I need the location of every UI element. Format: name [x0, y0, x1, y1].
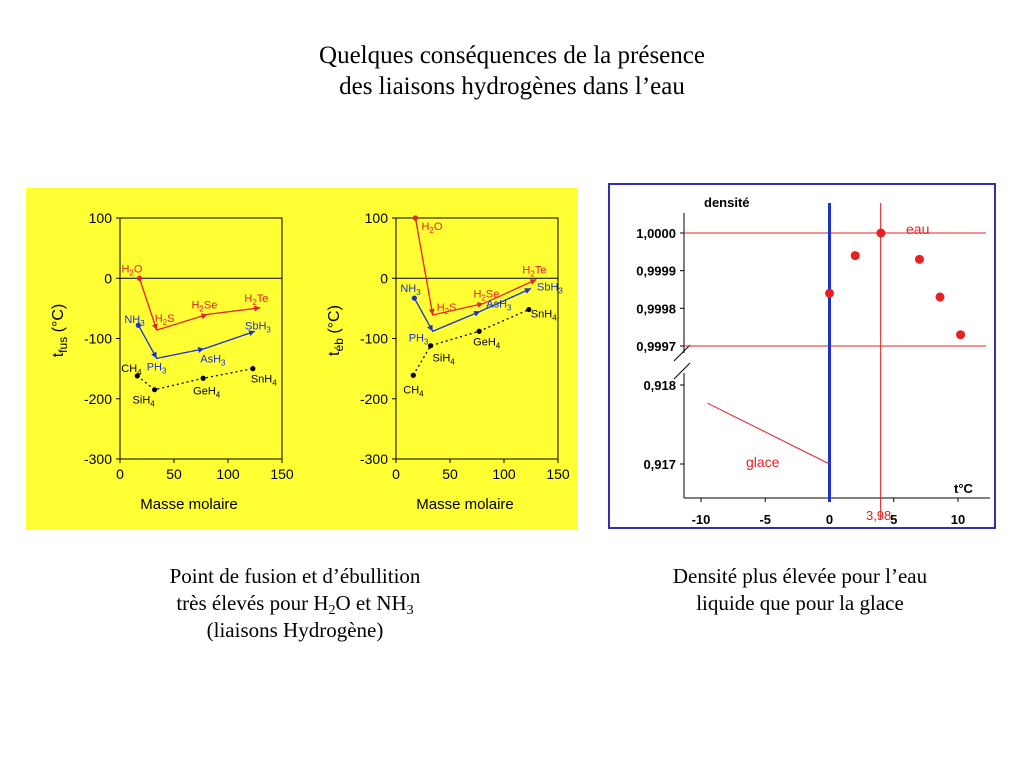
y-label-main: t — [326, 351, 343, 356]
x-tick-label: 100 — [492, 466, 516, 482]
y-tick-label: 0 — [104, 270, 112, 287]
formula-part: NH — [124, 314, 141, 327]
boiling-point-chart — [302, 188, 578, 530]
x-tick-label: 5 — [890, 512, 898, 527]
y-axis-label: densité — [704, 195, 750, 210]
point-label — [191, 299, 217, 313]
y-tick-label: -100 — [83, 330, 112, 347]
formula-part: H — [522, 264, 531, 277]
point-label — [124, 314, 145, 328]
page-title — [0, 40, 1024, 102]
point-label — [400, 283, 421, 297]
point-label — [437, 302, 457, 316]
point-label — [200, 354, 226, 368]
formula-part: Se — [485, 288, 500, 301]
plot-frame — [120, 218, 282, 459]
water-density-point — [851, 251, 860, 260]
formula-part: PH — [408, 332, 425, 345]
caption-left-line-3: (liaisons Hydrogène) — [206, 618, 384, 642]
caption-left-sub-a: 2 — [328, 603, 336, 618]
formula-part: 2 — [530, 269, 535, 279]
formula-part: 3 — [507, 303, 512, 313]
formula-part: SbH — [537, 281, 559, 294]
formula-part: PH — [146, 361, 163, 374]
formula-part: GeH — [473, 336, 496, 349]
y-tick-label: 0,9997 — [636, 339, 676, 354]
y-tick-label: -300 — [83, 451, 112, 467]
data-point — [198, 347, 204, 353]
x-tick-label: 50 — [442, 466, 458, 482]
y-tick-label: 0,917 — [643, 457, 676, 472]
caption-left-text-b: O et NH — [335, 591, 407, 615]
melting-boiling-panel — [26, 188, 578, 530]
formula-part: O — [133, 263, 143, 276]
formula-part: O — [433, 221, 443, 233]
formula-part: Te — [256, 292, 269, 305]
formula-part: GeH — [193, 385, 216, 398]
caption-left-line-1: Point de fusion et d’ébullition — [169, 564, 421, 588]
formula-part: 2 — [444, 307, 450, 317]
data-point — [152, 387, 157, 392]
formula-part: H — [473, 288, 482, 301]
data-point — [429, 309, 435, 315]
point-label — [244, 293, 268, 307]
point-label — [147, 361, 167, 375]
formula-part: SbH — [245, 320, 267, 333]
y-label-unit: (°C) — [50, 303, 67, 337]
x-axis-label: t°C — [954, 481, 973, 496]
formula-part: H — [436, 302, 445, 315]
caption-right-line-2: liquide que pour la glace — [696, 591, 904, 615]
water-label: eau — [906, 221, 930, 237]
formula-part: 2 — [252, 297, 257, 307]
formula-part: SnH — [530, 308, 553, 321]
formula-part: CH — [403, 384, 420, 397]
formula-part: H — [121, 263, 130, 276]
y-tick-label: 0 — [380, 270, 388, 287]
formula-part: 2 — [429, 226, 434, 235]
formula-part: S — [167, 313, 175, 326]
formula-part: AsH — [200, 353, 222, 366]
point-label — [421, 221, 442, 235]
formula-part: H — [421, 221, 430, 233]
y-axis-label — [50, 304, 70, 358]
point-label — [121, 263, 142, 277]
formula-part: 4 — [272, 378, 277, 388]
data-point — [411, 373, 416, 378]
formula-part: SnH — [250, 373, 273, 386]
formula-part: 2 — [199, 304, 204, 314]
x-tick-label: 10 — [950, 512, 966, 527]
title-line-2: des liaisons hydrogènes dans l’eau — [339, 73, 685, 100]
y-tick-label: 0,9998 — [636, 301, 676, 317]
x-tick-label: -10 — [691, 512, 711, 527]
formula-part: S — [449, 302, 457, 315]
point-label — [133, 395, 156, 409]
formula-part: 4 — [137, 367, 142, 377]
x-tick-label: 100 — [216, 466, 240, 482]
point-label — [403, 384, 424, 398]
y-label-unit: (°C) — [326, 305, 343, 339]
point-label — [409, 332, 429, 346]
formula-part: 2 — [481, 293, 486, 303]
formula-part: 3 — [140, 319, 145, 329]
data-point — [250, 366, 255, 371]
caption-left-sub-b: 3 — [406, 603, 414, 618]
title-line-1: Quelques conséquences de la présence — [319, 42, 705, 69]
y-tick-label: 0,9999 — [636, 263, 676, 279]
formula-part: 4 — [450, 357, 455, 367]
point-label — [155, 313, 175, 327]
data-point — [477, 329, 482, 334]
caption-left — [100, 563, 490, 644]
series-line-group-14 — [413, 310, 529, 376]
y-tick-label: -300 — [359, 451, 388, 467]
caption-right-line-1: Densité plus élevée pour l’eau — [672, 564, 928, 588]
point-label — [433, 353, 456, 367]
x-axis-label: Masse molaire — [140, 496, 238, 513]
y-tick-label: -200 — [359, 390, 388, 407]
y-label-sub: fus — [56, 336, 70, 353]
y-tick-label: 100 — [88, 210, 112, 226]
x-tick-label: 0 — [116, 466, 124, 482]
point-label — [121, 363, 142, 377]
formula-part: 3 — [424, 337, 429, 347]
caption-right — [600, 563, 1000, 617]
y-label-sub: éb — [332, 338, 346, 352]
water-density-point — [825, 289, 834, 298]
caption-left-text-a: très élevés pour H — [176, 591, 329, 615]
formula-part: NH — [400, 283, 417, 296]
formula-part: 2 — [162, 318, 168, 328]
formula-part: CH — [121, 362, 138, 375]
ice-label: glace — [746, 454, 780, 470]
point-label — [522, 264, 546, 278]
caption-left-line-2 — [100, 590, 490, 617]
x-tick-label: 0 — [392, 466, 400, 482]
y-tick-label: -200 — [83, 390, 112, 407]
water-density-point — [876, 229, 885, 238]
formula-part: 2 — [129, 268, 134, 278]
y-tick-label: 0,918 — [643, 378, 676, 393]
y-label-main: t — [50, 352, 67, 358]
density-chart — [610, 185, 994, 527]
y-tick-label: 100 — [364, 210, 388, 226]
formula-part: SiH — [432, 352, 451, 365]
formula-part: Te — [534, 264, 547, 277]
data-point — [201, 376, 206, 381]
point-label — [245, 320, 271, 334]
x-tick-label: -5 — [759, 512, 772, 527]
x-tick-label: 150 — [546, 466, 570, 482]
point-label — [486, 298, 512, 312]
x-tick-label: 50 — [166, 466, 182, 482]
formula-part: 4 — [215, 390, 221, 400]
y-tick-label: 1,0000 — [636, 226, 676, 241]
axis-break-mark — [674, 363, 690, 379]
formula-part: H — [154, 313, 163, 326]
formula-part: 3 — [416, 288, 421, 298]
x-axis-label: Masse molaire — [416, 496, 514, 513]
x-tick-label: 0 — [825, 512, 834, 527]
formula-part: 3 — [162, 366, 167, 376]
y-axis-label — [326, 305, 346, 356]
point-label — [473, 336, 501, 350]
formula-part: H — [244, 292, 253, 305]
water-density-point — [915, 255, 924, 264]
melting-point-chart — [26, 188, 302, 530]
point-label — [251, 374, 277, 388]
formula-part: 3 — [221, 358, 226, 368]
water-density-point — [956, 330, 965, 339]
point-label — [193, 385, 221, 399]
formula-part: 4 — [419, 389, 424, 399]
formula-part: 4 — [495, 341, 501, 351]
formula-part: Se — [203, 299, 218, 312]
formula-part: 4 — [552, 313, 557, 323]
water-density-point — [936, 293, 945, 302]
data-point — [477, 302, 484, 308]
point-label — [537, 281, 563, 295]
y-tick-label: -100 — [359, 330, 388, 347]
density-panel — [608, 183, 996, 529]
max-density-temp-label: 3,98 — [865, 508, 892, 523]
formula-part: H — [191, 299, 200, 312]
point-label — [531, 309, 557, 323]
formula-part: 3 — [558, 286, 563, 296]
data-point — [413, 215, 418, 220]
axis-break-mark — [674, 345, 690, 361]
data-point — [428, 343, 433, 348]
formula-part: 4 — [150, 399, 155, 409]
x-tick-label: 150 — [270, 466, 294, 482]
formula-part: AsH — [486, 298, 508, 311]
formula-part: SiH — [132, 394, 151, 407]
formula-part: 3 — [266, 325, 271, 335]
data-point — [137, 276, 142, 281]
